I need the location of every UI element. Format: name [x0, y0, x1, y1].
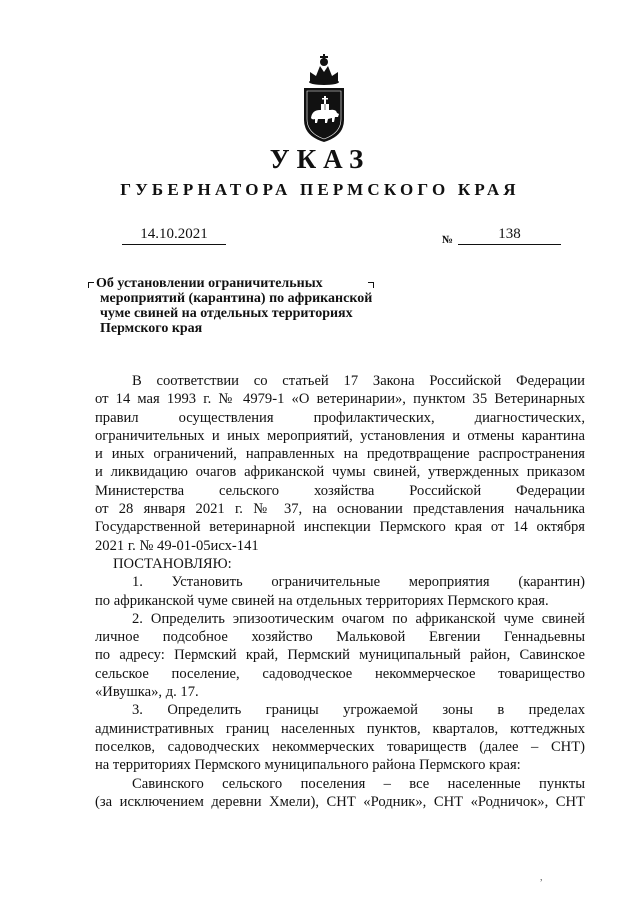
- body-line: 2021 г. № 49-01-05исх-141: [95, 537, 259, 554]
- heading-line: Об установлении ограничительных: [96, 276, 323, 291]
- body-line: Государственной ветеринарной инспекции Пермского края от 14 октября: [95, 519, 585, 536]
- body-line: сельское поселение, садоводческое некоммерческое товарищество: [95, 665, 585, 682]
- body-line: личное подсобное хозяйство Мальковой Евгении Геннадьевны: [95, 629, 585, 646]
- emblem: [296, 52, 352, 144]
- body-line: от 14 мая 1993 г. № 4979-1 «О ветеринарии», пунктом 35 Ветеринарных: [95, 391, 585, 408]
- heading-line: чуме свиней на отдельных территориях: [100, 306, 353, 321]
- body-line: ограничительных и иных мероприятий, установления и отмены карантина: [95, 427, 585, 444]
- document-title: УКАЗ: [269, 144, 371, 174]
- scan-mark: ,: [540, 872, 543, 883]
- document-date: 14.10.2021: [122, 226, 226, 245]
- body-line: В соответствии со статьей 17 Закона Российской Федерации: [132, 373, 585, 389]
- body-line: и иных ограничений, направленных на предотвращение распространения: [95, 446, 585, 463]
- document-subtitle: ГУБЕРНАТОРА ПЕРМСКОГО КРАЯ: [120, 180, 520, 199]
- body-line: Савинского сельского поселения – все населенные пункты: [132, 775, 585, 792]
- body-line: (за исключением деревни Хмели), СНТ «Родник», СНТ «Родничок», СНТ: [95, 793, 585, 810]
- heading-bracket-left: [88, 282, 94, 288]
- body-line: Министерства сельского хозяйства Российской Федерации: [95, 482, 585, 499]
- body-line: 2. Определить эпизоотическим очагом по африканской чуме свиней: [132, 610, 585, 627]
- heading-line: мероприятий (карантина) по африканской: [100, 291, 373, 306]
- perm-krai-coat-of-arms-icon: [296, 52, 352, 144]
- document-heading: [96, 276, 416, 336]
- body-line: по африканской чуме свиней на отдельных территориях Пермского края.: [95, 592, 549, 609]
- document-body: [95, 372, 585, 811]
- body-line: «Ивушка», д. 17.: [95, 684, 199, 701]
- body-line-decree: ПОСТАНОВЛЯЮ:: [113, 555, 232, 572]
- heading-line: Пермского края: [100, 321, 203, 336]
- body-line: административных границ населенных пунктов, кварталов, коттеджных: [95, 720, 585, 737]
- body-line: и ликвидацию очагов африканской чумы свиней, утвержденных приказом: [95, 464, 585, 481]
- document-number-label: №: [442, 234, 454, 246]
- body-line: по адресу: Пермский край, Пермский муниципальный район, Савинское: [95, 647, 585, 664]
- body-line: 1. Установить ограничительные мероприятия (карантин): [132, 574, 585, 591]
- body-line: правил осуществления профилактических, диагностических,: [95, 409, 585, 426]
- body-line: 3. Определить границы угрожаемой зоны в пределах: [132, 702, 585, 719]
- body-line: на территориях Пермского муниципального района Пермского края:: [95, 757, 521, 774]
- body-line: поселков, садоводческих некоммерческих товариществ (далее – СНТ): [95, 738, 585, 755]
- document-number: 138: [458, 226, 561, 245]
- body-line: от 28 января 2021 г. № 37, на основании представления начальника: [95, 501, 585, 518]
